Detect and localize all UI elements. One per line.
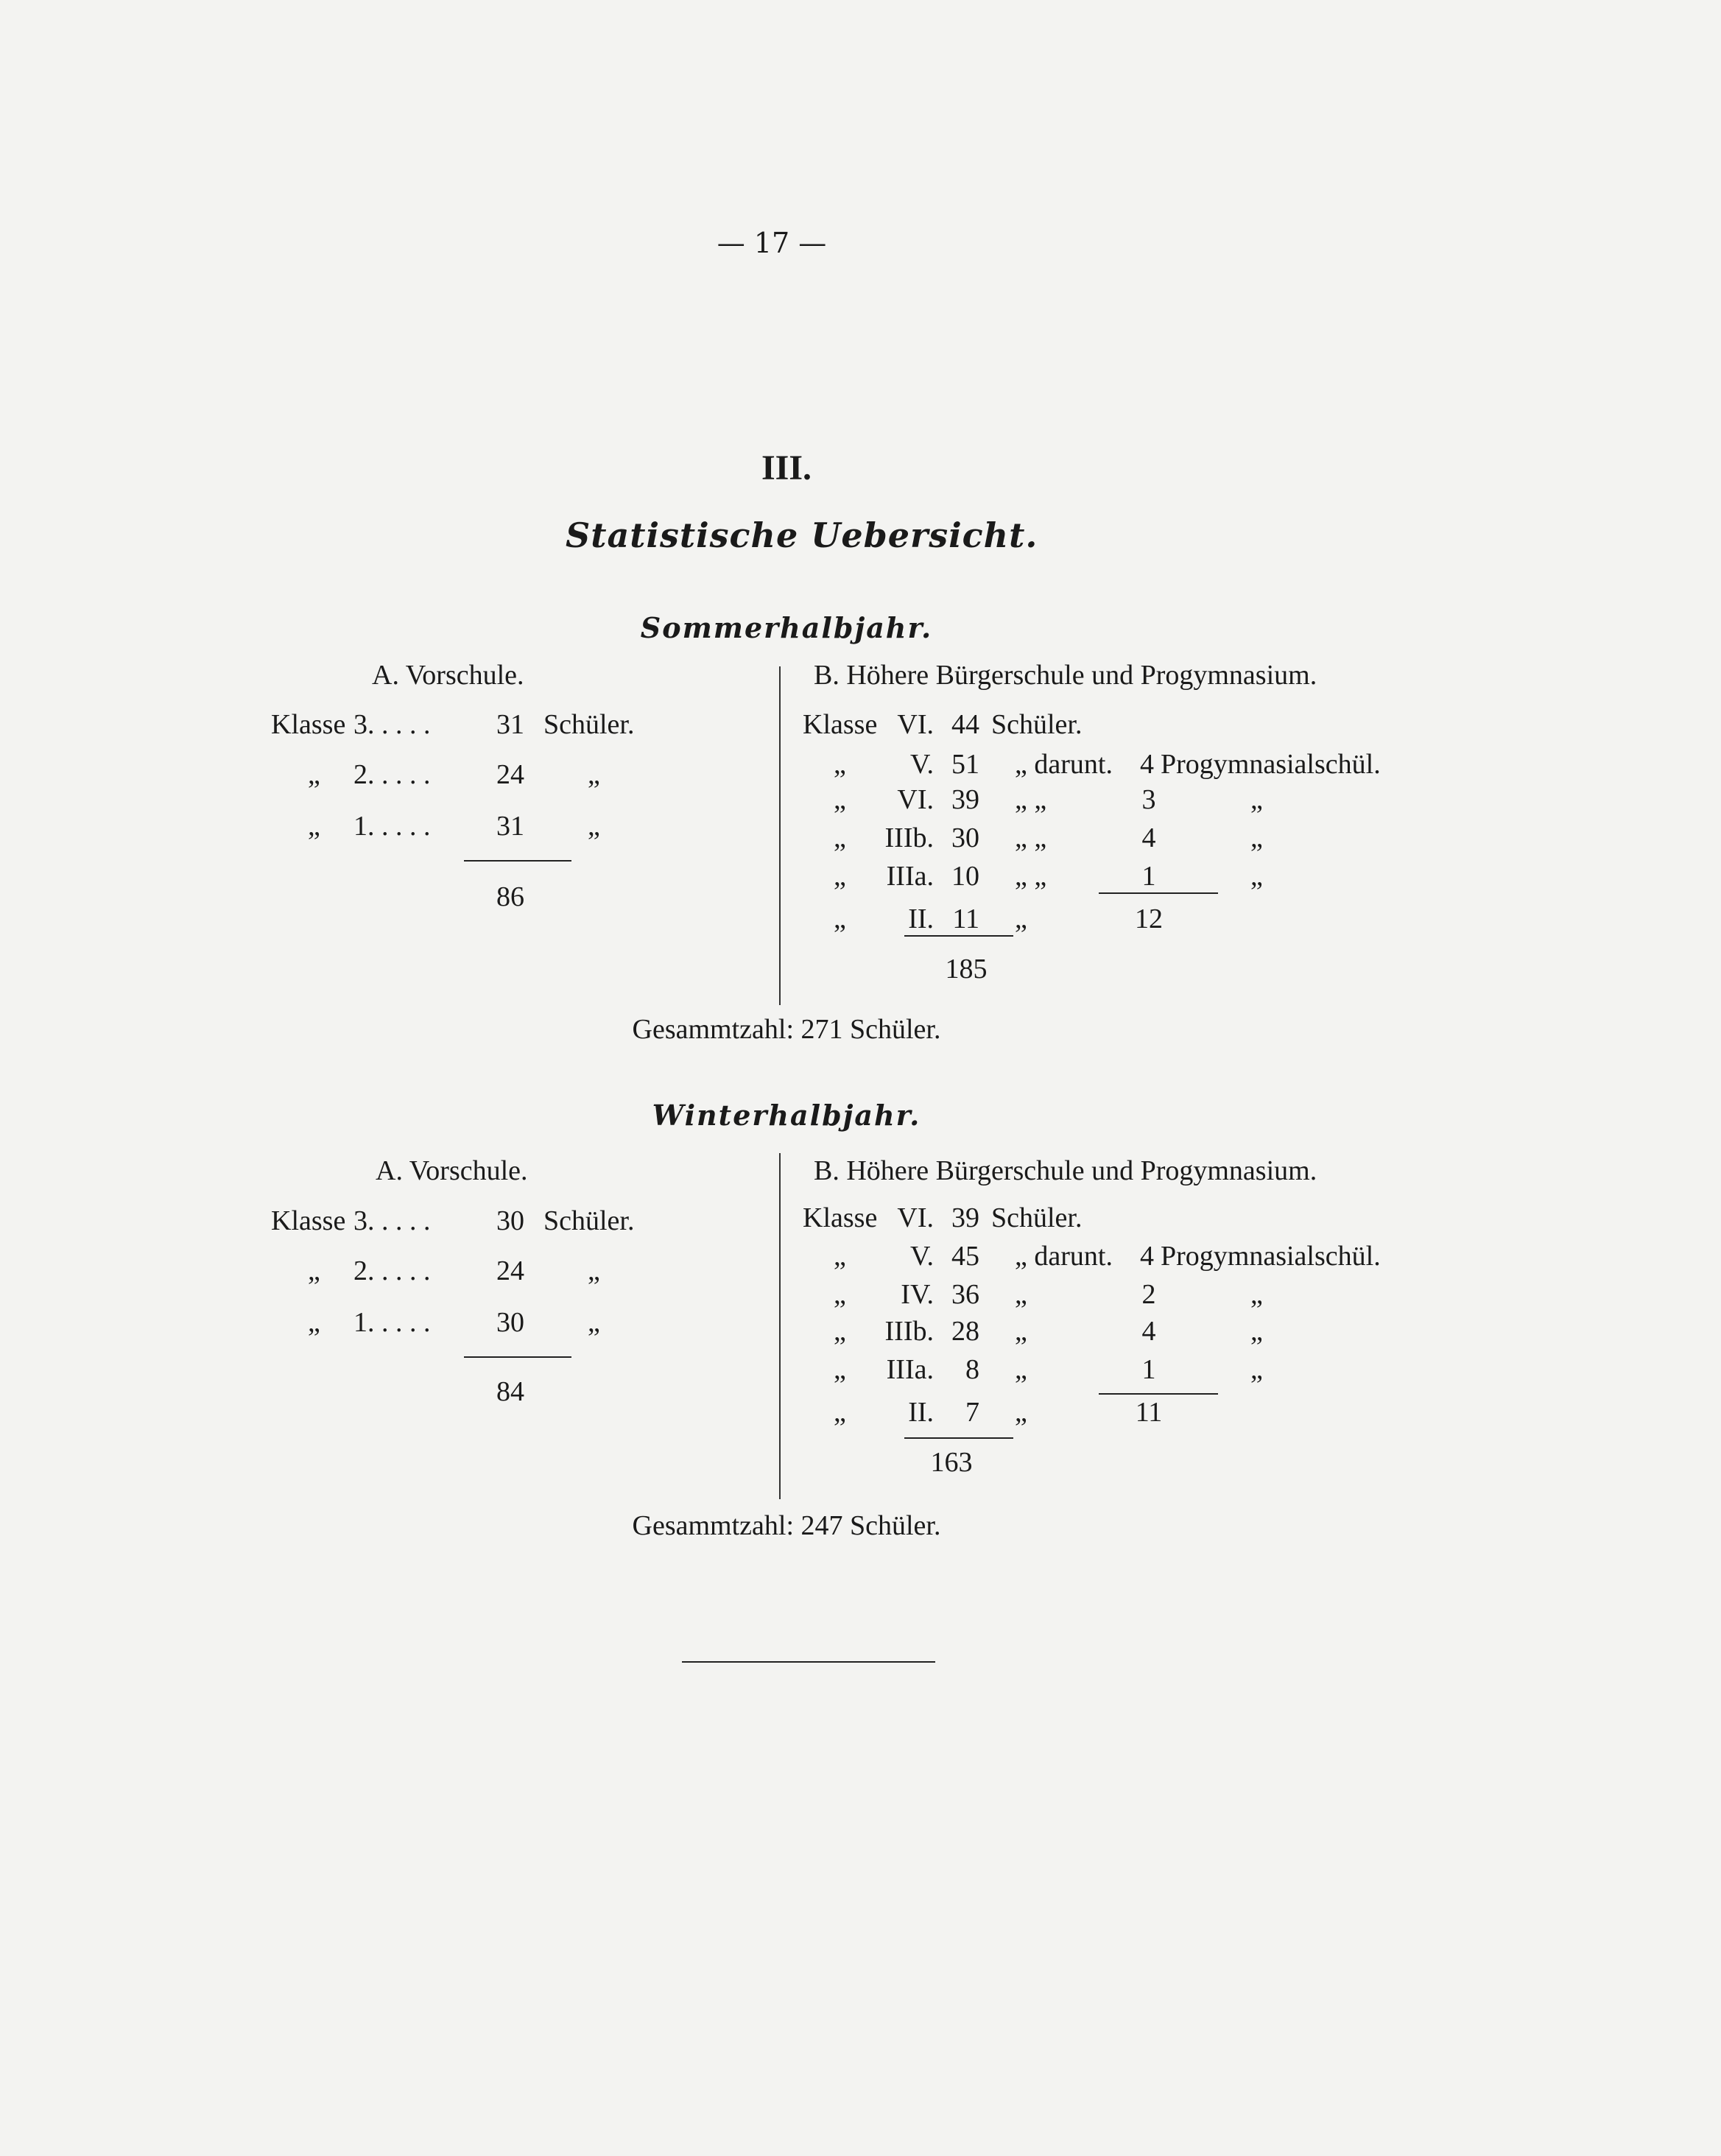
row-class: V. [909, 749, 934, 780]
row-prefix: „ [834, 822, 846, 853]
row-mark: „ „ [1015, 861, 1047, 892]
row-count: 24 [496, 759, 524, 790]
row-count: 45 [951, 1241, 979, 1272]
row-count: 39 [951, 1202, 979, 1233]
row-tail: „ [1250, 822, 1263, 853]
row-count: 44 [951, 709, 979, 740]
row-class: VI. [897, 709, 934, 740]
row-mark: Schüler. [991, 1202, 1083, 1233]
row-count: 39 [951, 784, 979, 815]
row-count: 51 [951, 749, 979, 780]
sum-rule [904, 1437, 1013, 1439]
row-unit: „ [588, 759, 600, 790]
row-tail: „ [1250, 1279, 1263, 1310]
row-tail: „ [1250, 1316, 1263, 1347]
row-subcount: 12 [1135, 903, 1163, 934]
row-subcount: 4 [1141, 822, 1156, 853]
row-subcount: 1 [1141, 1354, 1156, 1385]
row-count: 10 [951, 861, 979, 892]
row-prefix: Klasse [803, 1202, 878, 1233]
row-count: 28 [951, 1316, 979, 1347]
row-prefix: „ [834, 784, 846, 815]
row-mark: „ darunt. [1015, 1241, 1113, 1272]
summer-b-heading: B. Höhere Bürgerschule und Progymnasium. [814, 660, 1317, 691]
row-label: „ [308, 759, 320, 790]
row-count: 7 [965, 1397, 979, 1428]
row-number: 1. . . . . [353, 811, 431, 842]
winter-a-total: 84 [496, 1376, 524, 1407]
closing-rule [682, 1661, 935, 1663]
winter-a-heading: A. Vorschule. [376, 1155, 528, 1186]
section-title: Statistische Uebersicht. [566, 515, 1038, 555]
row-unit: Schüler. [543, 1205, 635, 1236]
winter-heading: Winterhalbjahr. [652, 1099, 921, 1132]
row-subcount: 3 [1141, 784, 1156, 815]
row-tail: Progymnasialschül. [1161, 1241, 1381, 1272]
row-class: V. [909, 1241, 934, 1272]
summer-column-divider [779, 666, 781, 1005]
row-number: 2. . . . . [353, 759, 431, 790]
row-count: 11 [952, 903, 979, 934]
summer-a-total: 86 [496, 881, 524, 912]
row-label: „ [308, 1307, 320, 1338]
row-count: 31 [496, 811, 524, 842]
row-prefix: Klasse [803, 709, 878, 740]
row-prefix: „ [834, 1397, 846, 1428]
row-number: 3. . . . . [353, 709, 431, 740]
row-class: VI. [897, 1202, 934, 1233]
row-count: 30 [951, 822, 979, 853]
row-mark: „ [1015, 903, 1027, 934]
row-subcount: 4 [1140, 749, 1154, 780]
row-mark: „ „ [1015, 784, 1047, 815]
winter-column-divider [779, 1153, 781, 1499]
row-mark: „ darunt. [1015, 749, 1113, 780]
row-subcount: 4 [1140, 1241, 1154, 1272]
row-prefix: „ [834, 1354, 846, 1385]
row-prefix: „ [834, 749, 846, 780]
row-prefix: „ [834, 1316, 846, 1347]
row-count: 30 [496, 1307, 524, 1338]
row-unit: „ [588, 1307, 600, 1338]
summer-grand-total: Gesammtzahl: 271 Schüler. [632, 1014, 941, 1045]
row-label: „ [308, 1255, 320, 1286]
row-class: II. [908, 1397, 934, 1428]
row-subcount: 1 [1141, 861, 1156, 892]
winter-b-total: 163 [930, 1447, 973, 1478]
row-tail: „ [1250, 1354, 1263, 1385]
row-mark: „ [1015, 1279, 1027, 1310]
row-count: 24 [496, 1255, 524, 1286]
page-number: — 17 — [717, 227, 827, 259]
row-number: 3. . . . . [353, 1205, 431, 1236]
row-label: Klasse [271, 1205, 346, 1236]
row-unit: „ [588, 1255, 600, 1286]
summer-heading: Sommerhalbjahr. [640, 611, 933, 644]
sum-rule [464, 860, 571, 862]
summer-a-heading: A. Vorschule. [372, 660, 524, 691]
row-class: IIIb. [884, 822, 934, 853]
row-mark: „ [1015, 1316, 1027, 1347]
row-mark: „ [1015, 1397, 1027, 1428]
row-tail: „ [1250, 861, 1263, 892]
row-subcount: 4 [1141, 1316, 1156, 1347]
sum-rule [904, 935, 1013, 937]
row-subcount: 2 [1141, 1279, 1156, 1310]
row-class: IIIa. [886, 861, 934, 892]
row-count: 8 [965, 1354, 979, 1385]
row-class: IV. [901, 1279, 934, 1310]
summer-b-total: 185 [945, 954, 988, 984]
row-prefix: „ [834, 861, 846, 892]
row-class: IIIb. [884, 1316, 934, 1347]
row-number: 1. . . . . [353, 1307, 431, 1338]
row-unit: „ [588, 811, 600, 842]
row-unit: Schüler. [543, 709, 635, 740]
row-label: „ [308, 811, 320, 842]
row-count: 30 [496, 1205, 524, 1236]
row-class: II. [908, 903, 934, 934]
sum-rule [1099, 1393, 1218, 1395]
row-prefix: „ [834, 903, 846, 934]
row-prefix: „ [834, 1241, 846, 1272]
winter-b-heading: B. Höhere Bürgerschule und Progymnasium. [814, 1155, 1317, 1186]
row-prefix: „ [834, 1279, 846, 1310]
row-subcount: 11 [1135, 1397, 1163, 1428]
row-label: Klasse [271, 709, 346, 740]
sum-rule [464, 1356, 571, 1358]
row-mark: „ [1015, 1354, 1027, 1385]
sum-rule [1099, 892, 1218, 894]
row-count: 36 [951, 1279, 979, 1310]
winter-grand-total: Gesammtzahl: 247 Schüler. [632, 1510, 941, 1541]
row-number: 2. . . . . [353, 1255, 431, 1286]
section-roman-numeral: III. [761, 448, 812, 487]
row-class: IIIa. [886, 1354, 934, 1385]
row-tail: „ [1250, 784, 1263, 815]
row-mark: Schüler. [991, 709, 1083, 740]
row-class: VI. [897, 784, 934, 815]
row-count: 31 [496, 709, 524, 740]
row-mark: „ „ [1015, 822, 1047, 853]
row-tail: Progymnasialschül. [1161, 749, 1381, 780]
